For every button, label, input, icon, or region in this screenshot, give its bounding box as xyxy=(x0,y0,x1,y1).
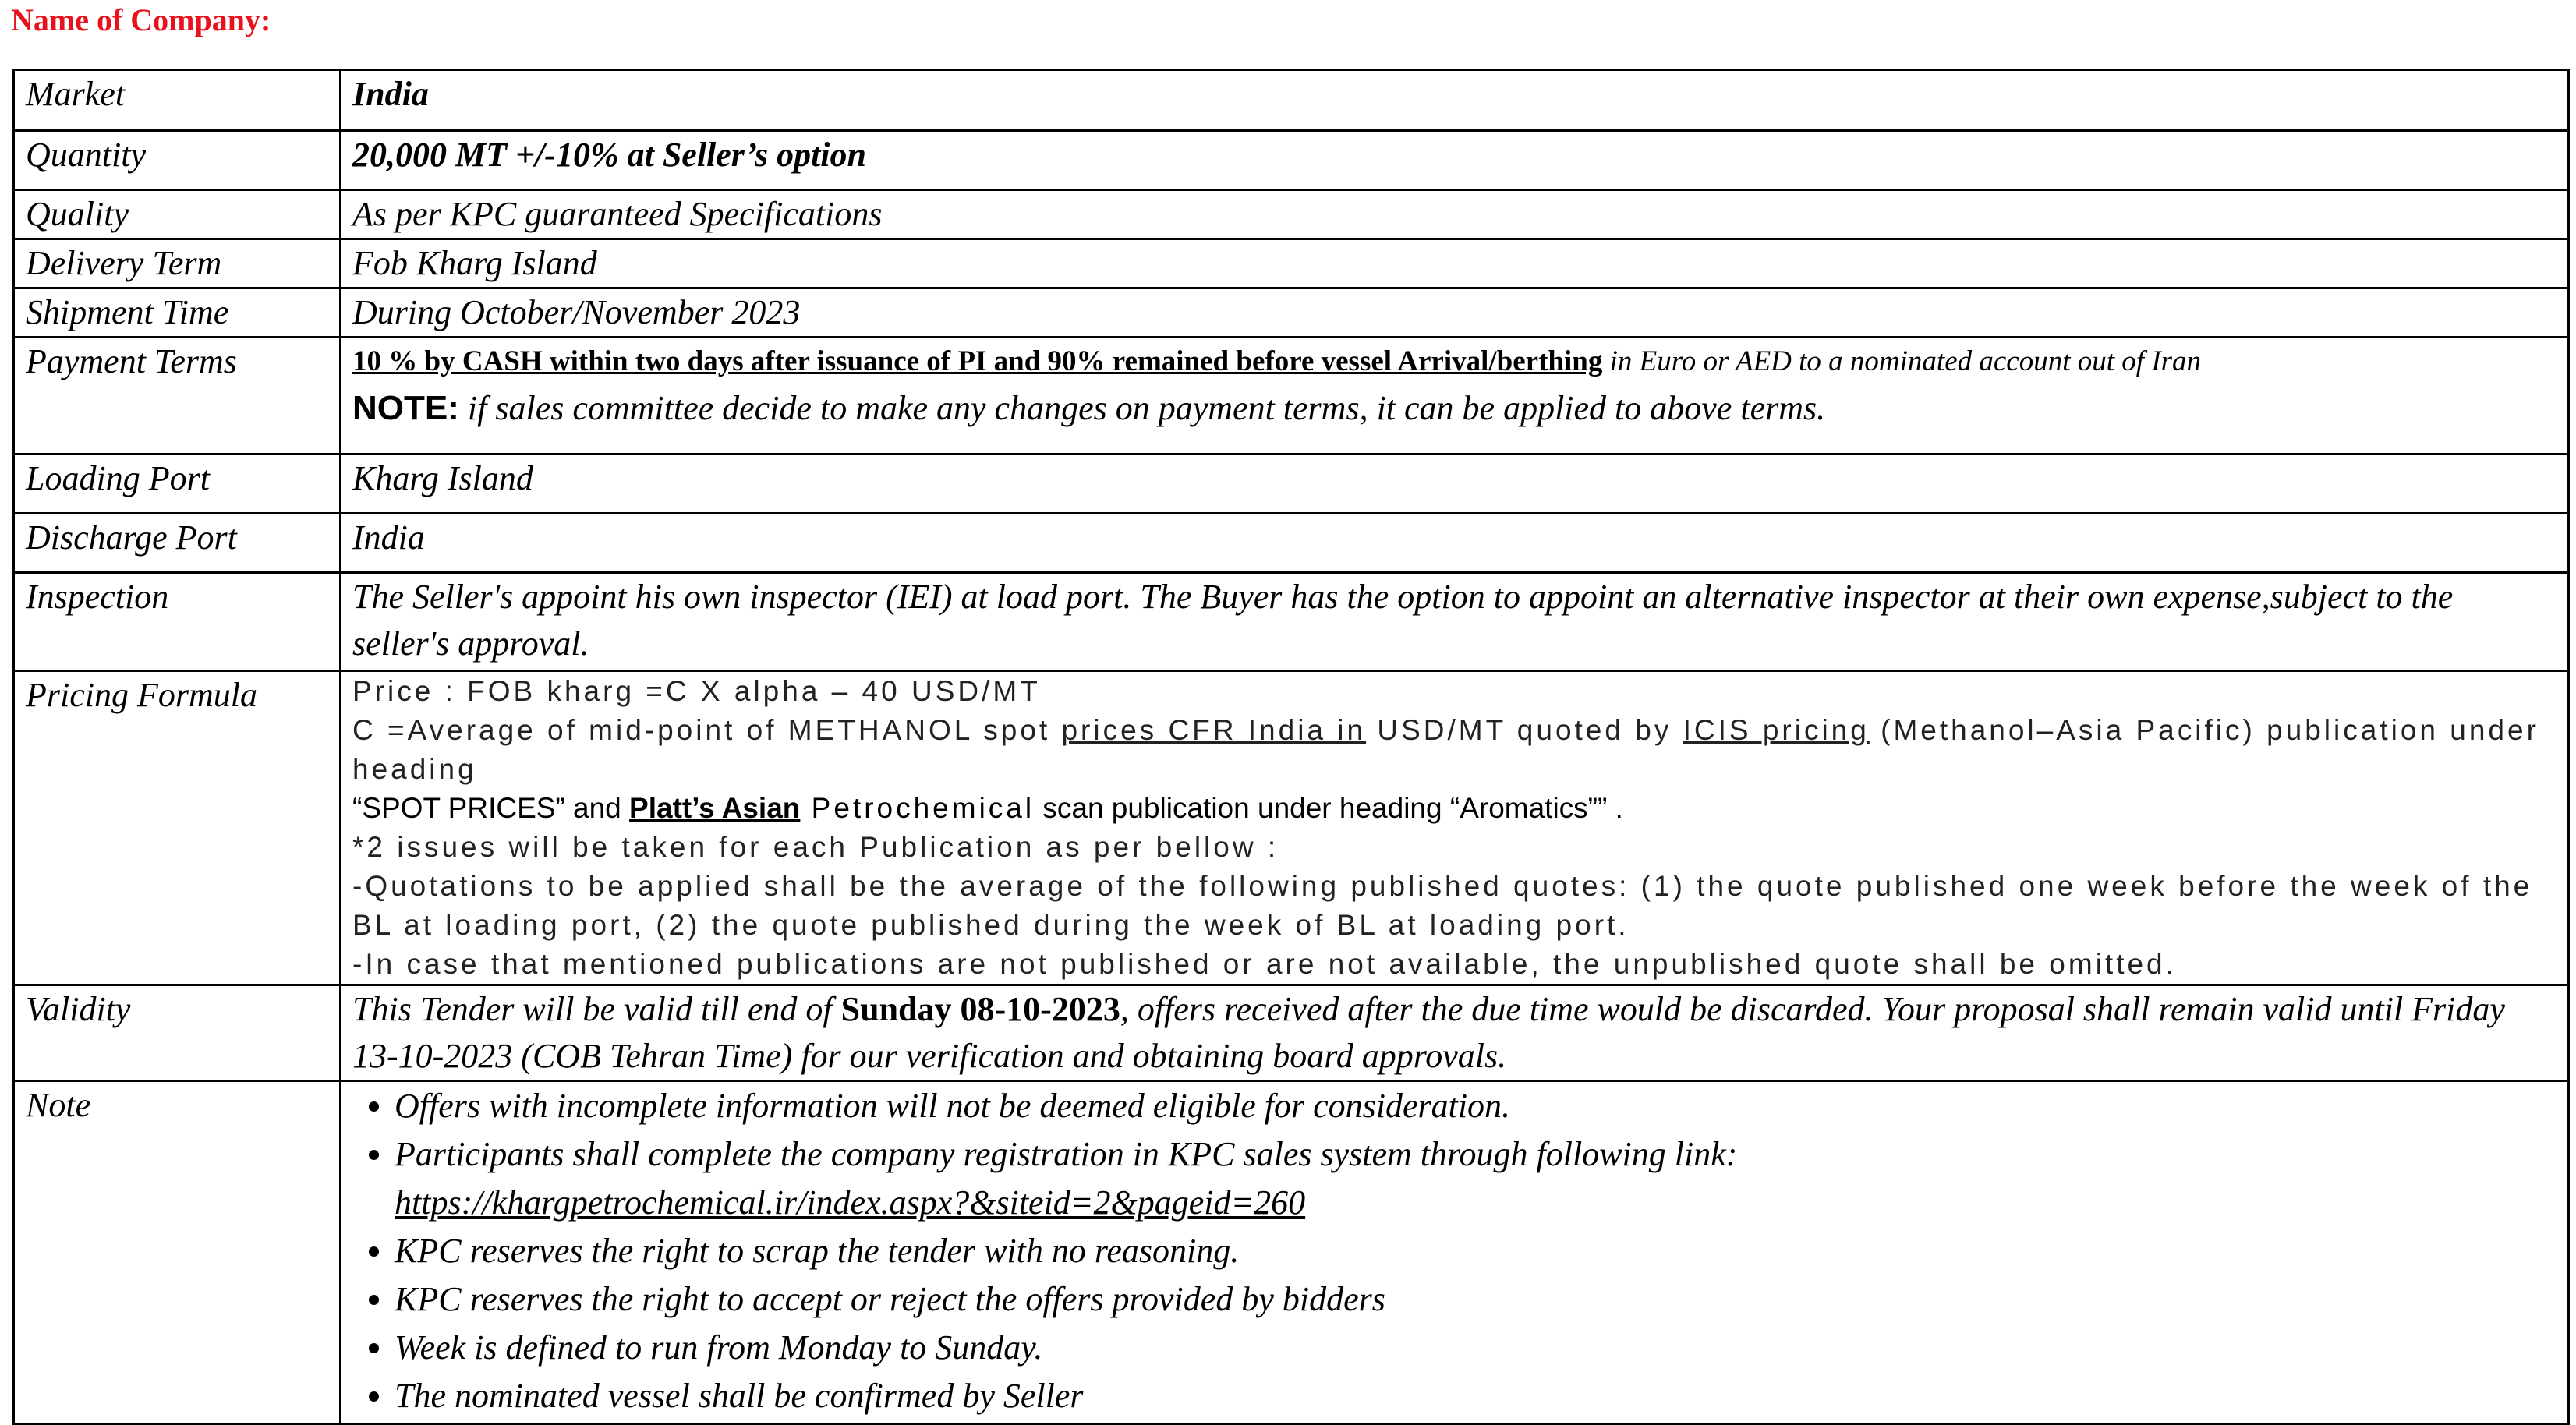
table-row xyxy=(14,1081,2569,1424)
pricing-line-issues: *2 issues will be taken for each Publication as per bellow : xyxy=(352,831,1279,863)
payment-terms-bold: 10 % by CASH within two days after issuance of PI and 90% remained before vessel Arrival/berthing xyxy=(352,345,1603,377)
table-row xyxy=(14,514,2569,573)
pricing-text-underlined: prices CFR India in xyxy=(1061,714,1367,746)
list-item xyxy=(395,1130,2557,1227)
note-list xyxy=(352,1082,2557,1420)
pricing-line-price: Price : FOB kharg =C X alpha – 40 USD/MT xyxy=(352,675,1041,707)
inspection-value: The Seller's appoint his own inspector (IEI) at load port. The Buyer has the option to appoint an alternative inspector at their own expense,subject to the seller's approval. xyxy=(341,573,2569,671)
row-label: Market xyxy=(14,70,341,131)
table-row xyxy=(14,239,2569,288)
note-value xyxy=(341,1081,2569,1424)
table-row xyxy=(14,671,2569,985)
row-label: Note xyxy=(14,1081,341,1424)
pricing-line-publications xyxy=(352,789,2557,828)
pricing-line-quotations: -Quotations to be applied shall be the average of the following published quotes: (1) the quote published one week before the week of the BL at loading port, (2) the quote published during the week of BL at loading port. xyxy=(352,870,2533,941)
table-row xyxy=(14,288,2569,338)
row-label: Delivery Term xyxy=(14,239,341,288)
table-row xyxy=(14,454,2569,514)
payment-terms-note xyxy=(352,385,2557,432)
row-label: Inspection xyxy=(14,573,341,671)
discharge-port-value: India xyxy=(341,514,2569,573)
row-label: Pricing Formula xyxy=(14,671,341,985)
payment-terms-value xyxy=(341,338,2569,454)
pricing-text: C =Average of mid-point of METHANOL spot xyxy=(352,714,1062,746)
list-item: • KPC reserves the right to scrap the tender with no reasoning. xyxy=(395,1227,2557,1275)
list-item: • The nominated vessel shall be confirmed by Seller xyxy=(395,1372,2557,1420)
company-name-heading: Name of Company: xyxy=(11,2,271,37)
market-value: India xyxy=(341,70,2569,131)
payment-terms-rest: in Euro or AED to a nominated account out of Iran xyxy=(1602,345,2202,377)
row-label: Quality xyxy=(14,190,341,239)
note-label: NOTE: xyxy=(352,389,459,427)
table-row xyxy=(14,131,2569,190)
note-text: if sales committee decide to make any changes on payment terms, it can be applied to above terms. xyxy=(458,389,1826,427)
row-label: Loading Port xyxy=(14,454,341,514)
validity-text: This Tender will be valid till end of xyxy=(352,990,841,1028)
table-row xyxy=(14,70,2569,131)
pricing-formula-value xyxy=(341,671,2569,985)
note-item-text: Participants shall complete the company registration in KPC sales system through following link: xyxy=(395,1135,1738,1173)
pricing-line-omission: -In case that mentioned publications are not published or are not available, the unpublished quote shall be omitted. xyxy=(352,948,2177,980)
row-label: Quantity xyxy=(14,131,341,190)
pricing-text: “SPOT PRICES” and xyxy=(352,792,630,824)
pricing-text: USD/MT quoted by xyxy=(1366,714,1683,746)
payment-terms-main xyxy=(352,338,2557,385)
pricing-text: (Methanol–Asia Pacific) publication under heading xyxy=(352,714,2539,785)
row-label: Validity xyxy=(14,985,341,1081)
row-label: Shipment Time xyxy=(14,288,341,338)
pricing-line-definition xyxy=(352,711,2557,789)
pricing-text-underlined: ICIS pricing xyxy=(1683,714,1870,746)
delivery-term-value: Fob Kharg Island xyxy=(341,239,2569,288)
list-item: • Week is defined to run from Monday to Sunday. xyxy=(395,1324,2557,1372)
tender-terms-table xyxy=(12,69,2570,1425)
pricing-text: Petrochemical xyxy=(800,792,1035,824)
validity-value xyxy=(341,985,2569,1081)
list-item: • KPC reserves the right to accept or reject the offers provided by bidders xyxy=(395,1275,2557,1324)
row-label: Payment Terms xyxy=(14,338,341,454)
list-item: • Offers with incomplete information will not be deemed eligible for consideration. xyxy=(395,1082,2557,1130)
quality-value: As per KPC guaranteed Specifications xyxy=(341,190,2569,239)
pricing-text: scan publication under heading “Aromatics”” . xyxy=(1035,792,1623,824)
loading-port-value: Kharg Island xyxy=(341,454,2569,514)
quantity-value: 20,000 MT +/-10% at Seller’s option xyxy=(341,131,2569,190)
table-row xyxy=(14,190,2569,239)
pricing-text-platts: Platt’s Asian xyxy=(629,792,801,824)
validity-deadline: Sunday 08-10-2023 xyxy=(840,990,1120,1028)
shipment-time-value: During October/November 2023 xyxy=(341,288,2569,338)
table-row xyxy=(14,338,2569,454)
table-row xyxy=(14,985,2569,1081)
validity-text: , offers received after the due time would be discarded. Your proposal shall remain valid until Friday 13-10-2023 (COB Tehran Time) for our verification and obtaining board approvals. xyxy=(352,990,2505,1075)
registration-link[interactable]: https://khargpetrochemical.ir/index.aspx?&siteid=2&pageid=260 xyxy=(395,1183,1306,1222)
table-row xyxy=(14,573,2569,671)
row-label: Discharge Port xyxy=(14,514,341,573)
